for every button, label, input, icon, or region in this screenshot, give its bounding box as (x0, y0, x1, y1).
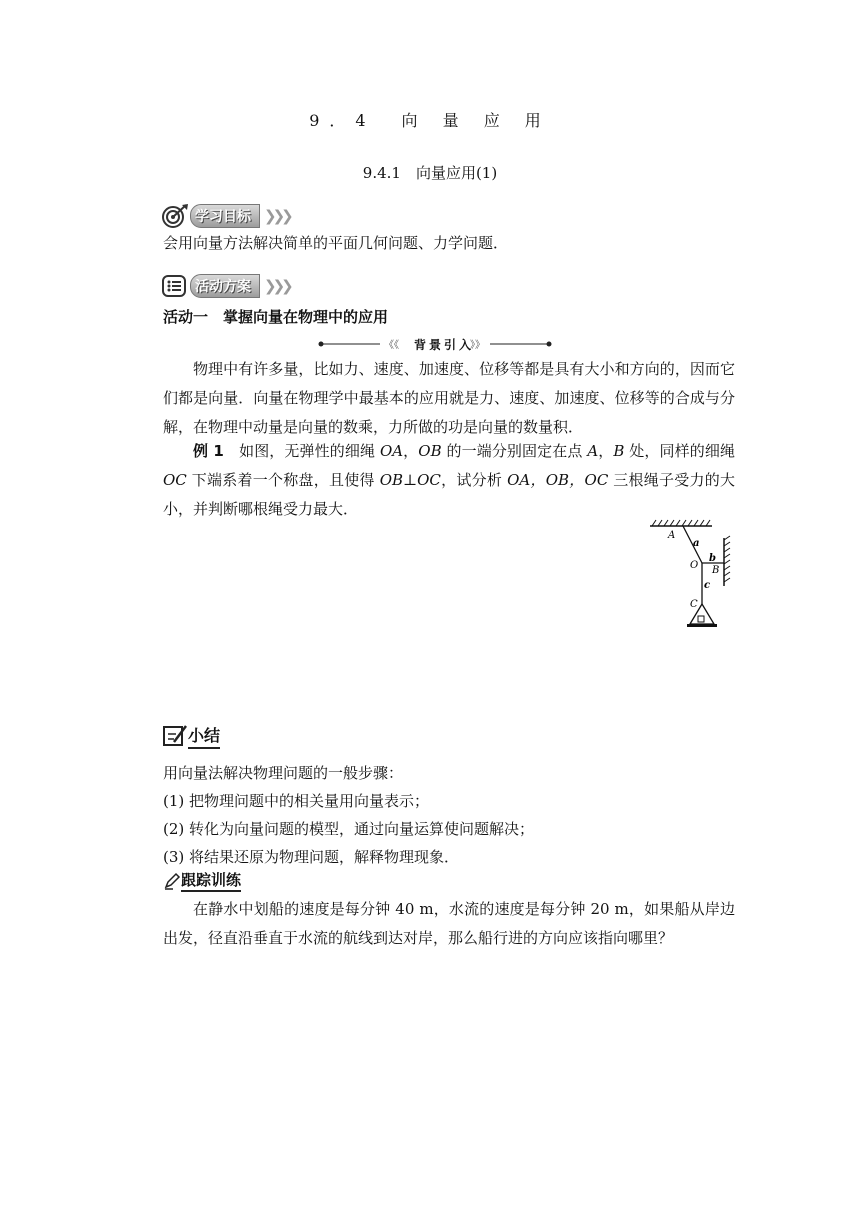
example-text: 的一端分别固定在点 (441, 442, 588, 460)
summary-banner (162, 723, 220, 749)
var-b: B (613, 442, 625, 460)
svg-text:》》: 》》 (470, 340, 485, 351)
activity-title: 活动一 掌握向量在物理中的应用 (163, 308, 389, 326)
practice-banner (163, 869, 241, 892)
var-list: OA，OB，OC (507, 471, 609, 489)
label-a-upper: A (668, 530, 676, 541)
learning-goals-text: 会用向量方法解决简单的平面几何问题、力学问题． (163, 234, 509, 252)
label-c-lower: c (704, 580, 711, 591)
var-ob: OB (418, 442, 442, 460)
pen-note-icon (162, 724, 188, 748)
summary-step-3: (3) 将结果还原为物理问题，解释物理现象． (163, 848, 460, 866)
example-text: 三根绳子受力的大小，并判断哪根绳受力最大． (163, 471, 735, 518)
chevrons-icon: ❯❯❯ (264, 277, 290, 295)
example-text: 下端系着一个称盘，且使得 (186, 471, 380, 489)
background-label: 背景引入 (414, 338, 475, 352)
example-text: 处，同样的细绳 (624, 442, 735, 460)
pencil-icon (163, 872, 181, 890)
example-label: 例 1 (193, 442, 224, 460)
learning-goals-label: 学习目标 (190, 204, 260, 228)
example-text: ， (403, 442, 419, 460)
summary-intro: 用向量法解决物理问题的一般步骤： (163, 764, 404, 782)
var-oc: OC (163, 471, 187, 489)
var-a: A (587, 442, 599, 460)
chevrons-icon: ❯❯❯ (264, 207, 290, 225)
svg-text:《《: 《《 (384, 340, 399, 351)
practice-text: 在静水中划船的速度是每分钟 40 m，水流的速度是每分钟 20 m，如果船从岸边出发，径直沿垂直于水流的航线到达对岸，那么船行进的方向应该指向哪里？ (163, 900, 735, 947)
label-c-upper: C (690, 599, 698, 610)
section-title: 9．4 向 量 应 用 (309, 111, 551, 130)
label-a-lower: a (693, 538, 700, 549)
learning-goals-banner (160, 203, 290, 229)
example-1 (163, 437, 735, 524)
subsection-title: 9.4.1 向量应用(1) (362, 164, 498, 182)
label-b-lower: b (709, 553, 716, 564)
activity-plan-label: 活动方案 (190, 274, 260, 298)
example-text: 如图，无弹性的细绳 (223, 442, 380, 460)
activity-plan-banner (160, 273, 290, 299)
label-o: O (690, 560, 699, 571)
background-divider (318, 336, 552, 352)
var-perp: OB⊥OC (379, 471, 441, 489)
target-icon (160, 203, 190, 229)
summary-step-2: (2) 转化为向量问题的模型，通过向量运算使问题解决； (163, 820, 535, 838)
var-oa: OA (379, 442, 404, 460)
rope-figure (646, 516, 746, 632)
summary-step-1: (1) 把物理问题中的相关量用向量表示； (163, 792, 430, 810)
background-text: 物理中有许多量，比如力、速度、加速度、位移等都是具有大小和方向的，因而它们都是向量．向量在物理学中最基本的应用就是力、速度、加速度、位移等的合成与分解，在物理中动量是向量的数乘，力所做的功是向量的数量积． (163, 360, 735, 436)
summary-label: 小结 (188, 723, 220, 749)
example-text: ， (598, 442, 614, 460)
practice-label: 跟踪训练 (181, 869, 241, 892)
label-b-upper: B (712, 565, 720, 576)
list-icon (160, 273, 190, 299)
example-text: ，试分析 (440, 471, 508, 489)
